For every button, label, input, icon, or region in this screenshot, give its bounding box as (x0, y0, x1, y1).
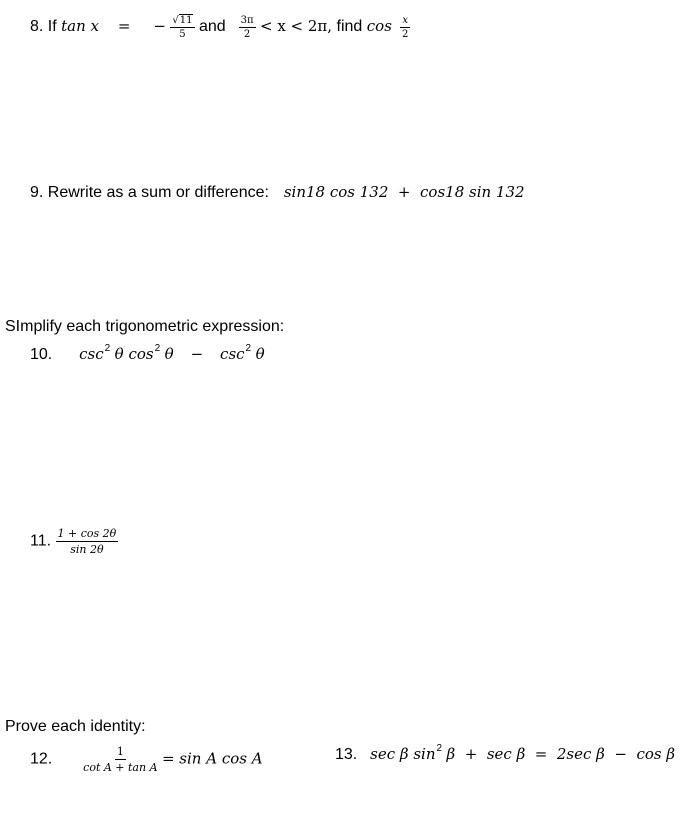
fraction-sqrt11-over-5 (170, 14, 194, 40)
numerator: x (402, 14, 408, 26)
theta-cos: θ cos (114, 345, 154, 363)
tan-expression: tan x (61, 17, 99, 36)
minus-sign: − (190, 345, 204, 363)
problem-number: 10. (30, 346, 53, 363)
csc-term: csc (79, 345, 104, 363)
cos-label: cos (366, 17, 392, 36)
problem-number: 12. (30, 750, 53, 768)
theta: θ (164, 345, 174, 363)
exponent: 2 (436, 743, 443, 754)
identity-rhs: = sin A cos A (161, 749, 263, 768)
problem-number: 13. (335, 746, 358, 763)
equals-sign: = (117, 17, 131, 36)
denominator: cot A + tan A (83, 761, 158, 774)
find-text: find (336, 18, 363, 36)
identity-lhs-part: sec β sin (370, 745, 436, 763)
radicand: 11 (179, 15, 193, 26)
fraction-x-over-2 (400, 15, 410, 40)
denominator: 5 (179, 29, 186, 40)
numerator: 1 + cos 2θ (57, 527, 117, 540)
exponent: 2 (104, 343, 111, 354)
problem-number: 9. (30, 184, 44, 201)
problem-11 (30, 527, 118, 556)
denominator: 2 (401, 28, 409, 40)
fraction-1pluscos2theta-over-sin2theta (56, 527, 119, 556)
exponent: 2 (245, 343, 252, 354)
numerator: 3π (240, 14, 254, 26)
section-heading-simplify: SImplify each trigonometric expression: (5, 318, 285, 335)
denominator: sin 2θ (70, 543, 104, 556)
problem-12 (30, 745, 263, 774)
numerator: 1 (116, 745, 124, 758)
csc-term: csc (220, 345, 245, 363)
denominator: 2 (243, 28, 251, 40)
problem-number: 11. (30, 532, 52, 550)
problem-lead-text: If (47, 18, 57, 36)
theta: θ (255, 345, 265, 363)
inequality: < x < 2π, (259, 17, 333, 36)
sqrt-icon: √ (172, 15, 179, 26)
sum-expression: sin18 cos 132 + cos18 sin 132 (283, 183, 525, 201)
problem-8 (30, 14, 410, 40)
section-heading-prove: Prove each identity: (5, 718, 146, 735)
fraction-3pi-over-2 (239, 15, 256, 40)
problem-text: Rewrite as a sum or difference: (47, 184, 269, 201)
problem-number: 8. (30, 18, 44, 36)
identity-rest: β + sec β = 2sec β − cos β (446, 745, 676, 763)
exponent: 2 (154, 343, 161, 354)
and-text: and (198, 18, 226, 36)
problem-13 (335, 745, 675, 764)
problem-9 (30, 183, 525, 202)
problem-10 (30, 345, 265, 364)
minus-sign: − (153, 17, 166, 36)
fraction-1-over-cotA-plus-tanA (83, 745, 157, 774)
